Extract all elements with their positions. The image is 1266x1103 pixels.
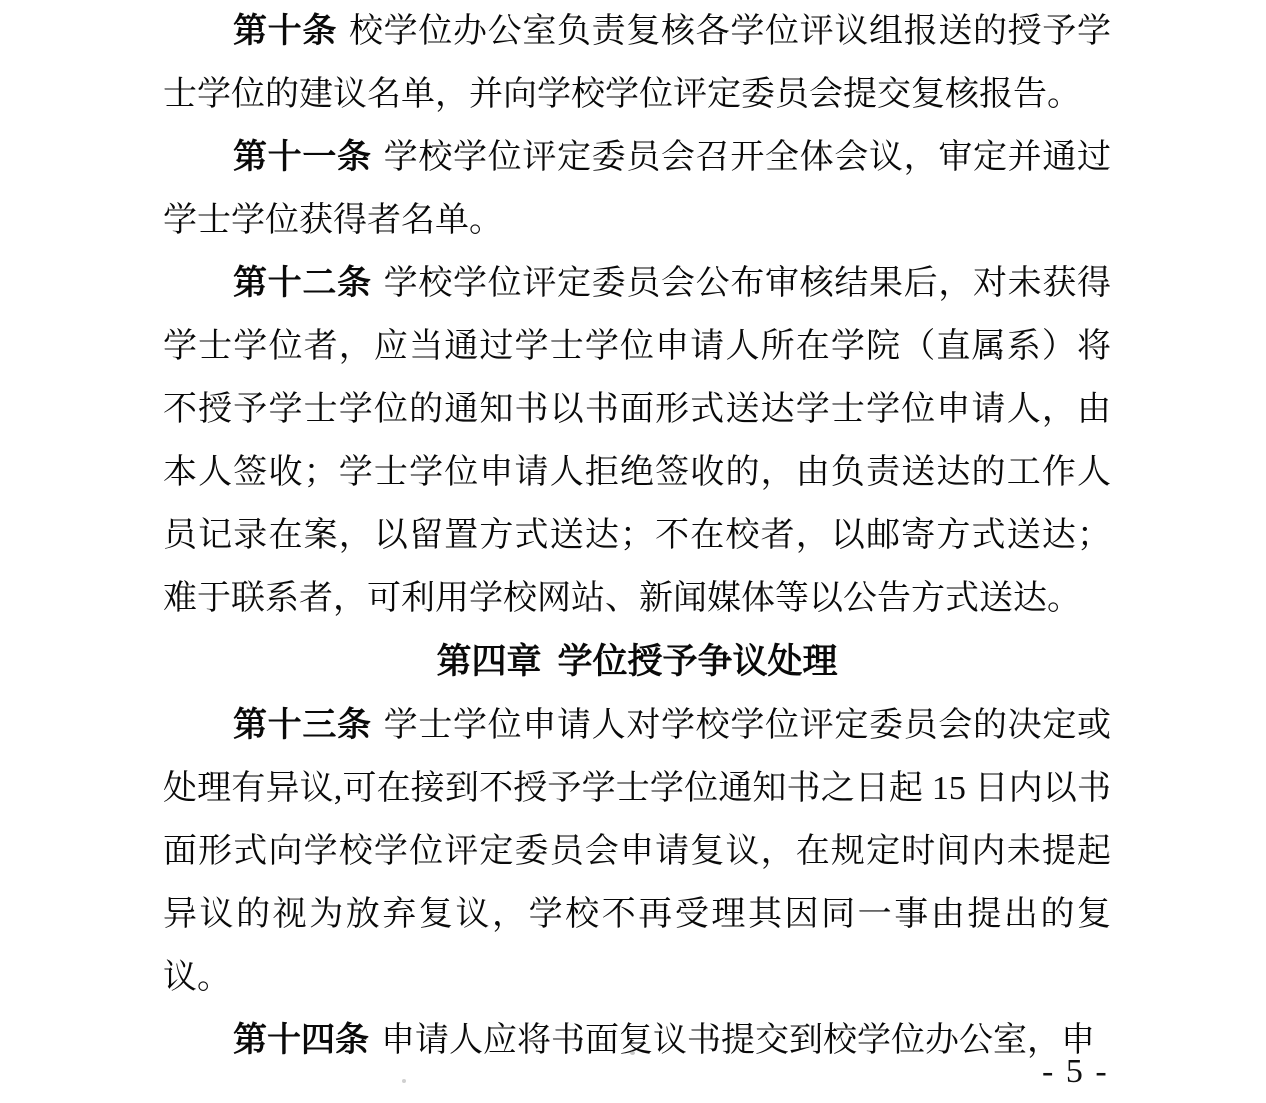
chapter-heading — [163, 630, 1111, 694]
article-text: 学校学位评定委员会召开全体会议，审定并通过学士学位获得者名单。 — [163, 139, 1112, 239]
article-text: 学校学位评定委员会公布审核结果后，对未获得学士学位者，应当通过学士学位申请人所在学院（直属系）将不授予学士学位的通知书以书面形式送达学士学位申请人，由本人签收；学士学位申请人拒绝签收的，由负责送达的工作人员记录在案，以留置方式送达；不在校者，以邮寄方式送达；难于联系者，可利用学校网站、新闻媒体等以公告方式送达。 — [163, 265, 1112, 617]
scan-speck — [630, 1051, 635, 1055]
article-number: 第十条 — [233, 13, 337, 50]
article-text: 校学位办公室负责复核各学位评议组报送的授予学士学位的建议名单，并向学校学位评定委员会提交复核报告。 — [163, 13, 1111, 113]
article-text: 学士学位申请人对学校学位评定委员会的决定或处理有异议,可在接到不授予学士学位通知书之日起 15 日内以书面形式向学校学位评定委员会申请复议，在规定时间内未提起异议的视为放弃复议，学校不再受理其因同一事由提出的复议。 — [163, 707, 1112, 996]
document-body — [163, 0, 1111, 1072]
article-paragraph — [163, 126, 1111, 252]
chapter-number: 第四章 — [436, 642, 542, 681]
article-number: 第十一条 — [233, 139, 372, 176]
article-paragraph — [163, 694, 1111, 1009]
article-paragraph — [163, 0, 1111, 126]
article-number: 第十四条 — [233, 1022, 369, 1059]
chapter-title: 学位授予争议处理 — [557, 642, 838, 681]
article-paragraph — [163, 1009, 1111, 1072]
article-paragraph — [163, 252, 1111, 630]
article-number: 第十二条 — [233, 265, 372, 302]
scan-speck — [402, 1079, 406, 1083]
article-text: 申请人应将书面复议书提交到校学位办公室，申 — [381, 1022, 1095, 1059]
page-number: - 5 - — [1042, 1053, 1109, 1090]
article-number: 第十三条 — [233, 707, 372, 744]
